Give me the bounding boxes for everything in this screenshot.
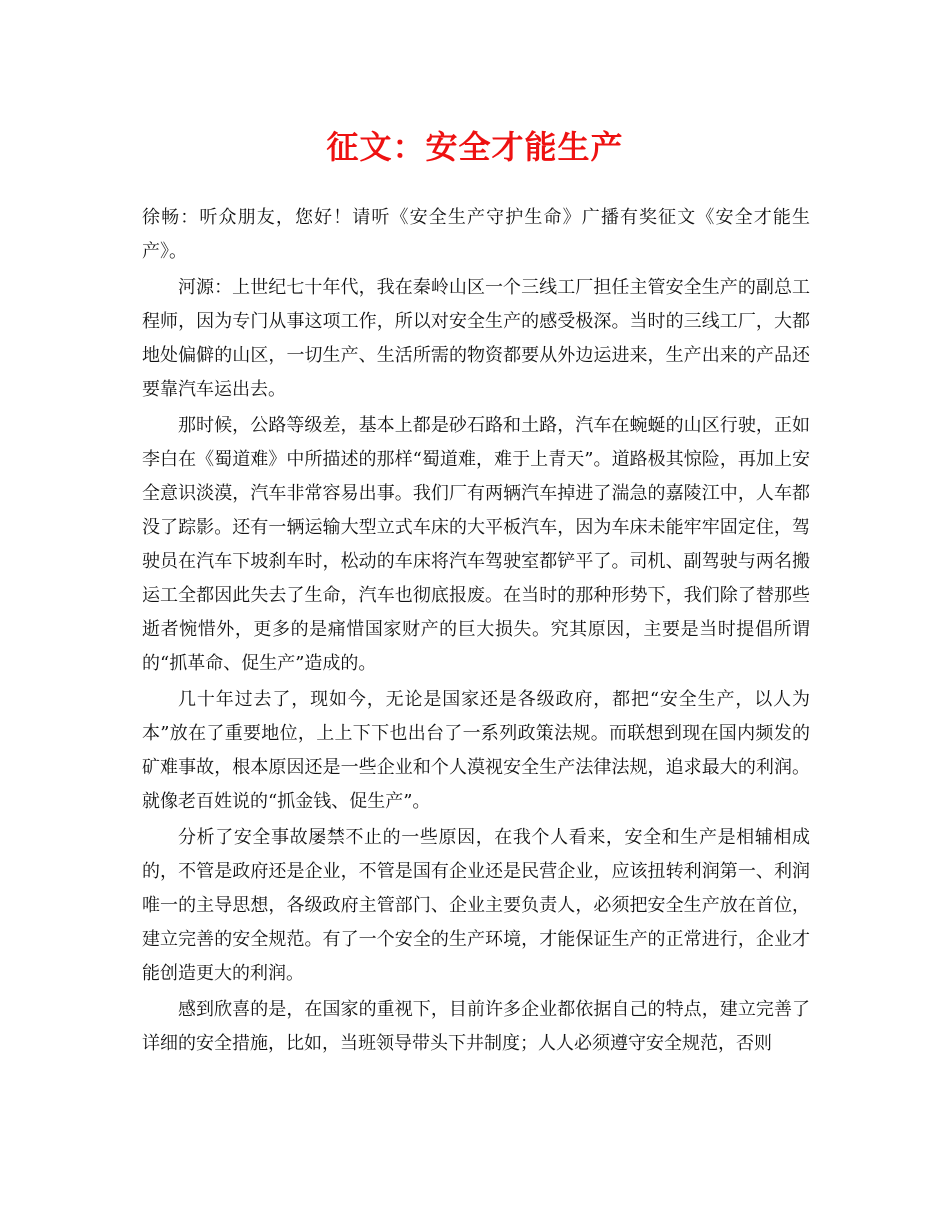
paragraph-decades-later: 几十年过去了，现如今，无论是国家还是各级政府，都把“安全生产，以人为本”放在了重要地位，上上下下也出台了一系列政策法规。而联想到现在国内频发的矿难事故，根本原因还是一些企业和个人漠视安全生产法律法规，追求最大的利润。就像老百姓说的“抓金钱、促生产”。 <box>142 689 810 812</box>
paragraph-1970s-factory: 河源：上世纪七十年代，我在秦岭山区一个三线工厂担任主管安全生产的副总工程师，因为专门从事这项工作，所以对安全生产的感受极深。当时的三线工厂，大都地处偏僻的山区，一切生产、生活所需的物资都要从外边运进来，生产出来的产品还要靠汽车运出去。 <box>142 277 810 400</box>
paragraph-road-accidents: 那时候，公路等级差，基本上都是砂石路和土路，汽车在蜿蜒的山区行驶，正如李白在《蜀道难》中所描述的那样“蜀道难，难于上青天”。道路极其惊险，再加上安全意识淡漠，汽车非常容易出事。我们厂有两辆汽车掉进了湍急的嘉陵江中，人车都没了踪影。还有一辆运输大型立式车床的大平板汽车，因为车床未能牢牢固定住，驾驶员在汽车下坡刹车时，松动的车床将汽车驾驶室都铲平了。司机、副驾驶与两名搬运工全都因此失去了生命，汽车也彻底报废。在当时的那种形势下，我们除了替那些逝者惋惜外，更多的是痛惜国家财产的巨大损失。究其原因，主要是当时提倡所谓的“抓革命、促生产”造成的。 <box>142 415 810 674</box>
paragraph-gladness: 感到欣喜的是，在国家的重视下，目前许多企业都依据自己的特点，建立完善了详细的安全措施，比如，当班领导带头下井制度；人人必须遵守安全规范，否则 <box>142 999 810 1054</box>
document-title: 征文：安全才能生产 <box>326 128 624 166</box>
paragraph-analysis: 分析了安全事故屡禁不止的一些原因，在我个人看来，安全和生产是相辅相成的，不管是政府还是企业，不管是国有企业还是民营企业，应该扭转利润第一、利润唯一的主导思想，各级政府主管部门、企业主要负责人，必须把安全生产放在首位，建立完善的安全规范。有了一个安全的生产环境，才能保证生产的正常进行，企业才能创造更大的利润。 <box>142 827 810 984</box>
paragraph-intro: 徐畅：听众朋友，您好！请听《安全生产守护生命》广播有奖征文《安全才能生产》。 <box>142 207 810 262</box>
document-body <box>142 201 810 1063</box>
